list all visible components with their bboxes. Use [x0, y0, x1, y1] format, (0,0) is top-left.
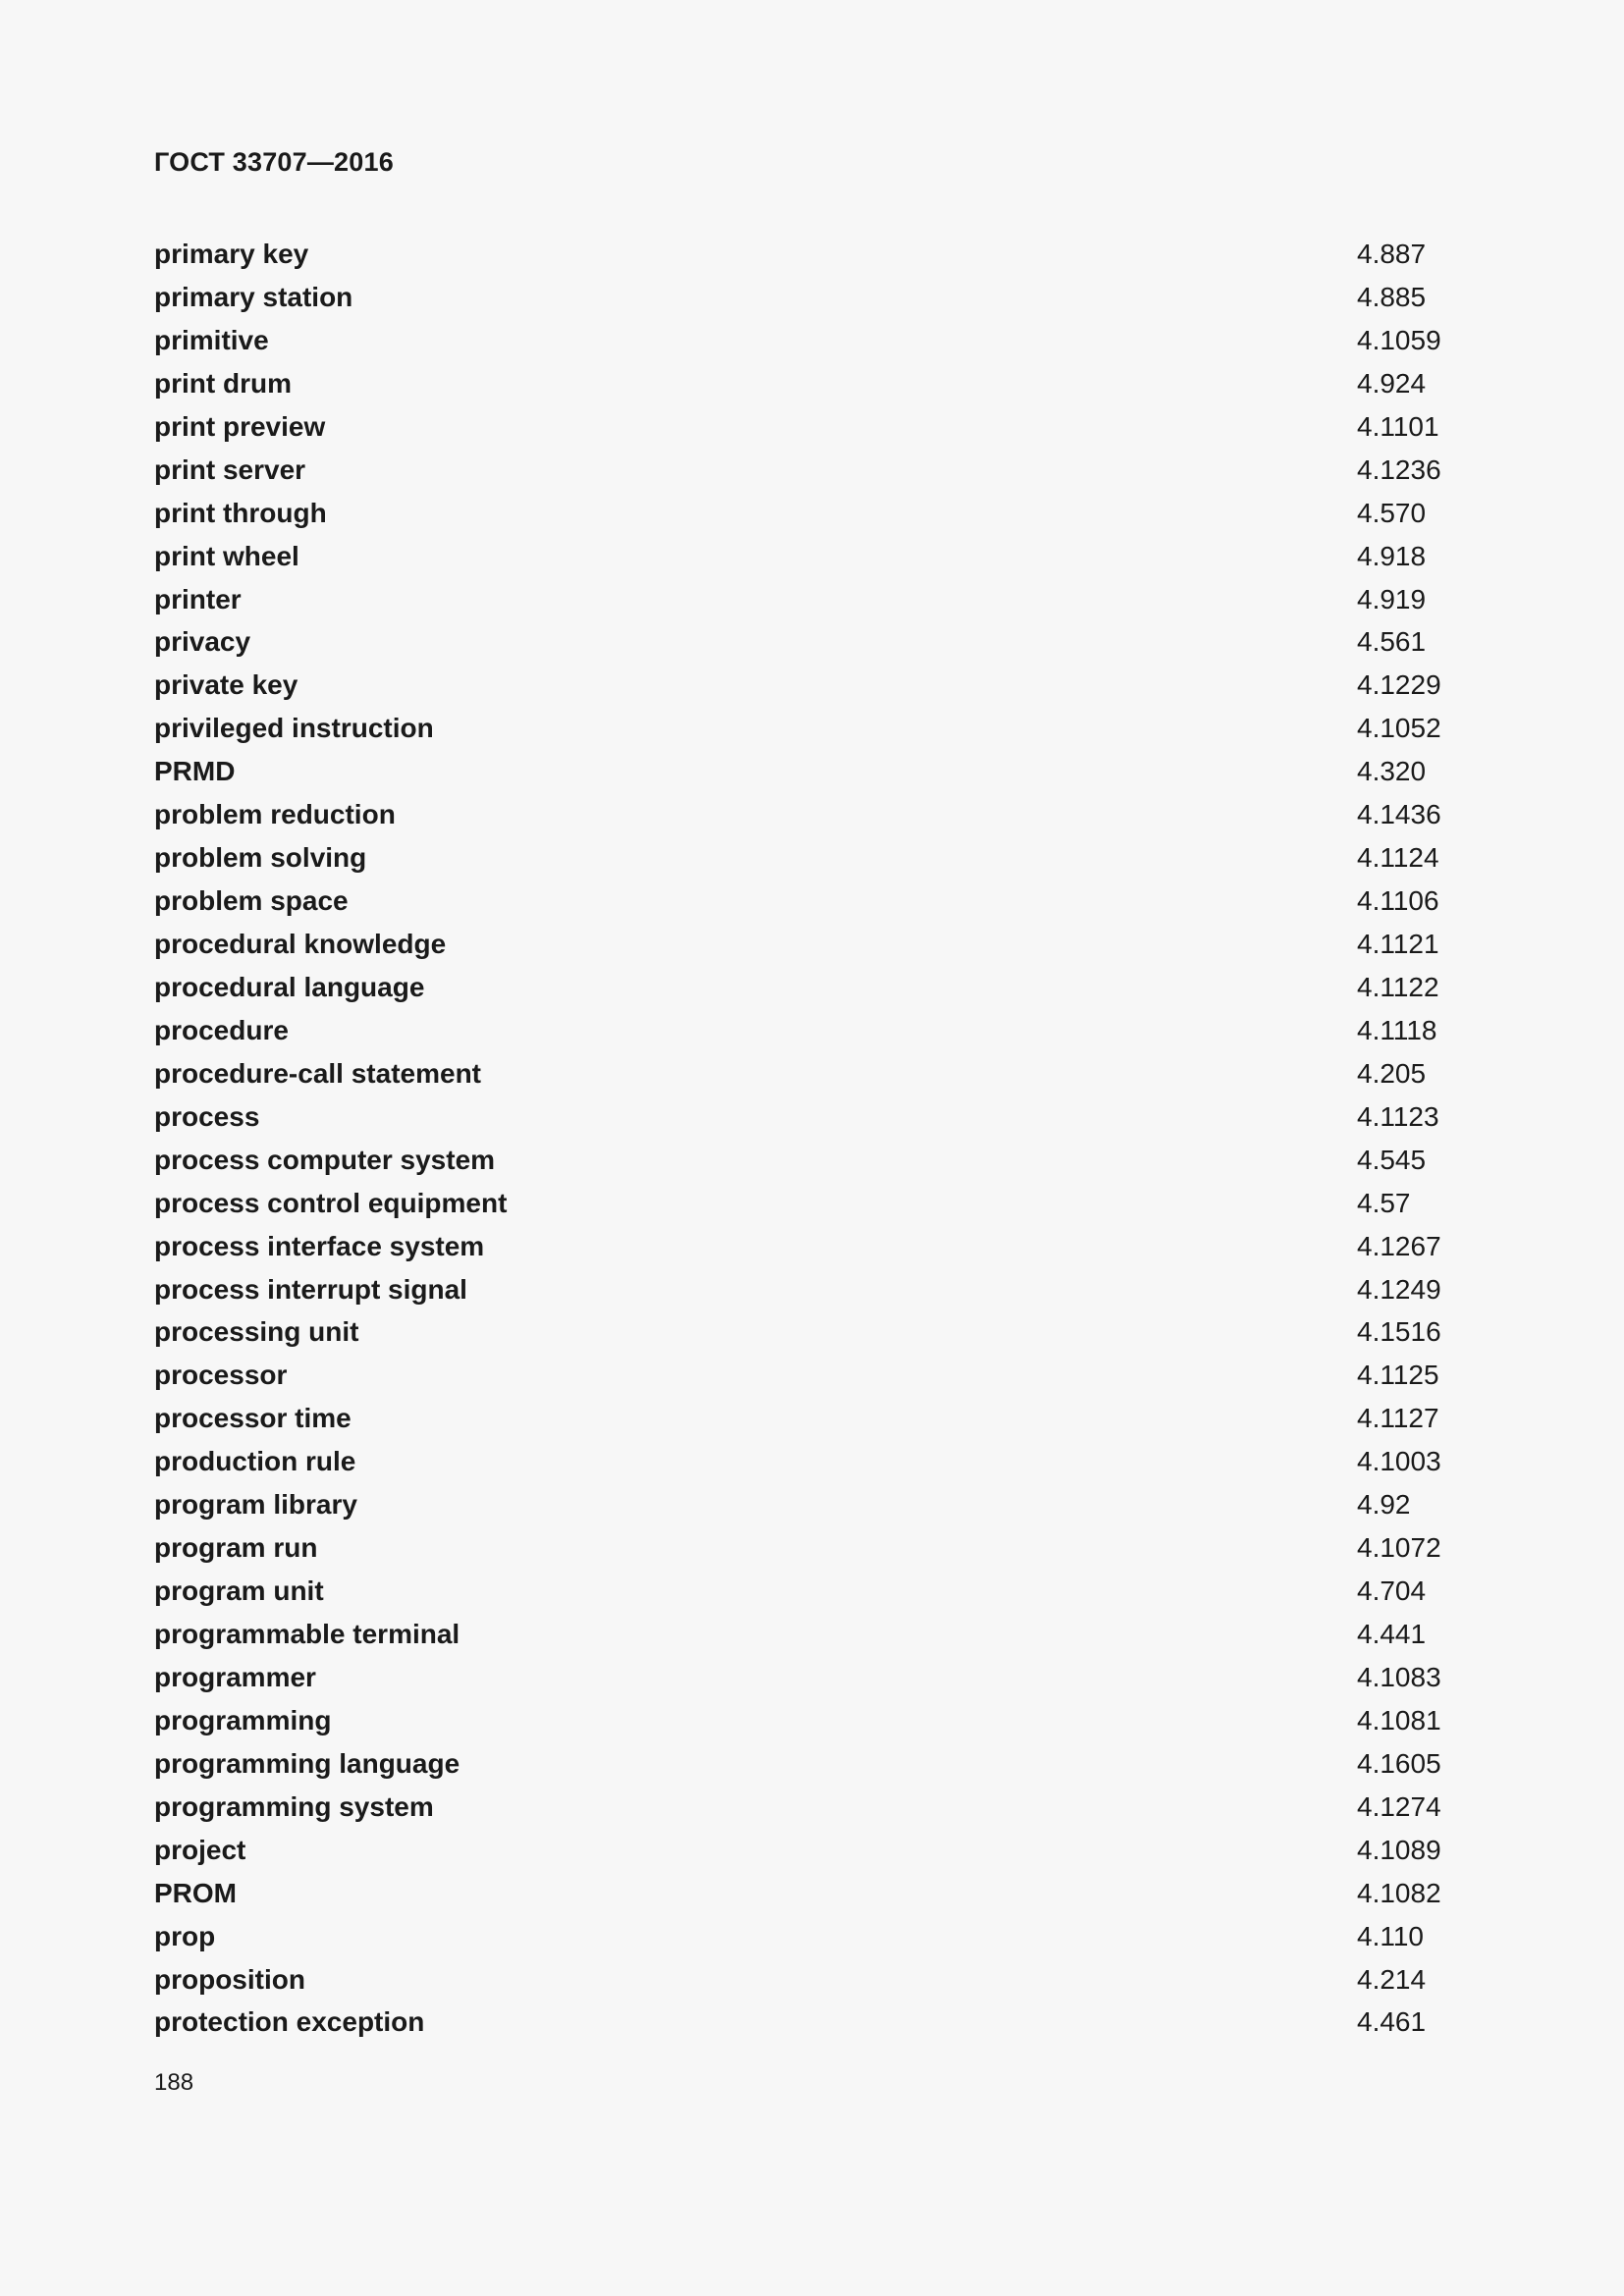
index-entry: [154, 1829, 1470, 1872]
index-entry: [154, 880, 1470, 923]
index-term: programming language: [154, 1747, 460, 1779]
index-entry: [154, 1786, 1470, 1829]
index-reference-number: 4.704: [1357, 1575, 1427, 1607]
index-entry: [154, 1139, 1470, 1182]
index-entry: [154, 1958, 1470, 2002]
index-entry: [154, 1742, 1470, 1786]
index-entry: [154, 1052, 1470, 1095]
index-reference-number: 4.1072: [1357, 1532, 1441, 1564]
index-term: programming system: [154, 1790, 434, 1822]
index-reference-number: 4.1125: [1357, 1360, 1439, 1391]
index-entry: [154, 1570, 1470, 1613]
index-term: proposition: [154, 1963, 305, 1995]
index-term: problem space: [154, 885, 349, 917]
index-reference-number: 4.205: [1357, 1057, 1427, 1089]
index-reference-number: 4.110: [1357, 1920, 1424, 1951]
index-term: PROM: [154, 1877, 237, 1908]
index-term: PRMD: [154, 756, 236, 787]
index-term: print drum: [154, 367, 292, 399]
index-term: primary key: [154, 239, 309, 269]
index-entry: [154, 1095, 1470, 1139]
index-reference-number: 4.1118: [1357, 1014, 1437, 1045]
index-entry: [154, 836, 1470, 880]
index-reference-number: 4.1229: [1357, 669, 1441, 701]
index-entry: [154, 1483, 1470, 1526]
index-term: private key: [154, 669, 298, 701]
index-term: process control equipment: [154, 1187, 508, 1218]
index-term: primary station: [154, 281, 353, 312]
index-reference-number: 4.919: [1357, 583, 1427, 614]
index-term: program library: [154, 1489, 357, 1521]
index-reference-number: 4.461: [1357, 2006, 1427, 2038]
index-term: procedure-call statement: [154, 1057, 481, 1089]
index-term: print wheel: [154, 540, 299, 571]
index-reference-number: 4.1101: [1357, 410, 1439, 442]
index-reference-number: 4.1123: [1357, 1100, 1439, 1132]
index-entry: [154, 664, 1470, 707]
index-reference-number: 4.1436: [1357, 799, 1441, 830]
index-term: process: [154, 1100, 260, 1132]
index-reference-number: 4.1127: [1357, 1403, 1439, 1434]
index-term: programming: [154, 1704, 332, 1735]
index-reference-number: 4.1267: [1357, 1230, 1441, 1261]
index-reference-number: 4.214: [1357, 1963, 1427, 1995]
index-entry: [154, 405, 1470, 449]
index-entry: [154, 707, 1470, 750]
index-term: problem solving: [154, 842, 367, 874]
index-entry: [154, 966, 1470, 1009]
index-entry: [154, 1354, 1470, 1397]
index-entry: [154, 578, 1470, 621]
index-entry: [154, 319, 1470, 362]
index-term: print server: [154, 454, 306, 485]
index-entry: [154, 1268, 1470, 1311]
index-entry: [154, 1872, 1470, 1915]
index-entry: [154, 1310, 1470, 1354]
index-term: program run: [154, 1532, 318, 1564]
index-reference-number: 4.1249: [1357, 1273, 1441, 1305]
index-entry: [154, 1440, 1470, 1483]
index-entry: [154, 1915, 1470, 1958]
index-reference-number: 4.1081: [1357, 1704, 1441, 1735]
index-entry: [154, 492, 1470, 535]
index-term: procedure: [154, 1014, 289, 1045]
index-reference-number: 4.1089: [1357, 1834, 1441, 1865]
index-entry: [154, 1397, 1470, 1440]
index-term: privacy: [154, 626, 251, 658]
index-reference-number: 4.570: [1357, 497, 1427, 528]
index-entry: [154, 1699, 1470, 1742]
index-term: process interface system: [154, 1230, 485, 1261]
index-reference-number: 4.92: [1357, 1489, 1411, 1521]
index-entry: [154, 750, 1470, 793]
index-list: [154, 233, 1470, 2044]
index-term: process interrupt signal: [154, 1273, 467, 1305]
index-entry: [154, 1613, 1470, 1656]
index-entry: [154, 362, 1470, 405]
index-reference-number: 4.1052: [1357, 713, 1441, 744]
document-header: ГОСТ 33707—2016: [154, 147, 394, 177]
index-entry: [154, 1182, 1470, 1225]
index-term: privileged instruction: [154, 713, 434, 744]
index-reference-number: 4.1274: [1357, 1790, 1441, 1822]
index-reference-number: 4.1106: [1357, 885, 1439, 917]
index-reference-number: 4.1083: [1357, 1661, 1441, 1692]
index-reference-number: 4.320: [1357, 756, 1427, 787]
index-term: print through: [154, 497, 327, 528]
index-term: primitive: [154, 324, 269, 355]
index-entry: [154, 793, 1470, 836]
index-reference-number: 4.1003: [1357, 1446, 1441, 1477]
index-reference-number: 4.441: [1357, 1619, 1427, 1649]
index-entry: [154, 1526, 1470, 1570]
index-reference-number: 4.1121: [1357, 929, 1439, 959]
index-entry: [154, 1656, 1470, 1699]
index-reference-number: 4.1122: [1357, 971, 1439, 1002]
index-entry: [154, 923, 1470, 966]
index-entry: [154, 620, 1470, 664]
index-reference-number: 4.1605: [1357, 1747, 1441, 1779]
index-term: protection exception: [154, 2006, 425, 2038]
index-term: processing unit: [154, 1316, 359, 1348]
index-term: procedural language: [154, 971, 425, 1002]
index-reference-number: 4.924: [1357, 367, 1427, 399]
index-reference-number: 4.885: [1357, 281, 1427, 312]
index-reference-number: 4.1059: [1357, 324, 1441, 355]
index-term: prop: [154, 1920, 216, 1951]
index-reference-number: 4.1236: [1357, 454, 1441, 485]
index-reference-number: 4.887: [1357, 239, 1427, 269]
index-entry: [154, 535, 1470, 578]
index-reference-number: 4.1124: [1357, 842, 1439, 874]
page-number: 188: [154, 2069, 194, 2096]
index-entry: [154, 1225, 1470, 1268]
index-reference-number: 4.561: [1357, 626, 1427, 658]
index-reference-number: 4.918: [1357, 540, 1427, 571]
index-entry: [154, 1009, 1470, 1052]
index-term: production rule: [154, 1446, 356, 1477]
index-entry: [154, 2001, 1470, 2044]
index-entry: [154, 233, 1470, 276]
index-term: print preview: [154, 410, 326, 442]
index-term: process computer system: [154, 1144, 496, 1175]
index-entry: [154, 276, 1470, 319]
index-term: problem reduction: [154, 799, 396, 830]
index-term: programmable terminal: [154, 1619, 460, 1649]
index-term: procedural knowledge: [154, 929, 447, 959]
index-reference-number: 4.1516: [1357, 1316, 1441, 1348]
index-reference-number: 4.1082: [1357, 1877, 1441, 1908]
index-term: programmer: [154, 1661, 316, 1692]
index-term: project: [154, 1834, 246, 1865]
index-reference-number: 4.545: [1357, 1144, 1427, 1175]
index-term: program unit: [154, 1575, 324, 1607]
index-term: processor time: [154, 1403, 352, 1434]
index-reference-number: 4.57: [1357, 1187, 1411, 1218]
index-entry: [154, 449, 1470, 492]
index-term: printer: [154, 583, 242, 614]
index-term: processor: [154, 1360, 288, 1391]
